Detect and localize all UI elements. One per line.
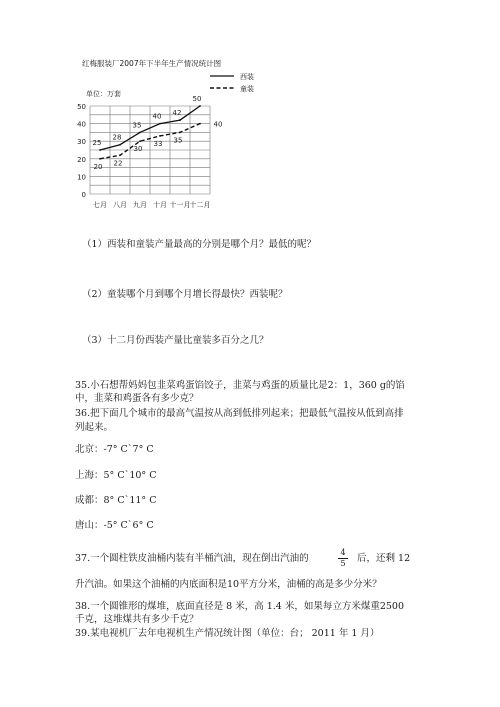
problem-38-line-1: 38.一个圆锥形的煤堆，底面直径是 8 米，高 1.4 米，如果每立方米煤重2500 xyxy=(75,601,405,612)
y-tick-label: 40 xyxy=(77,120,86,129)
problem-37-line-1a: 37.一个圆柱铁皮油桶内装有半桶汽油，现在倒出汽油的 xyxy=(75,553,309,564)
problem-39-line-1: 39.某电视机厂去年电视机生产情况统计图（单位：台； 2011 年 1 月） xyxy=(75,628,380,639)
data-point xyxy=(179,119,181,121)
data-label: 25 xyxy=(92,139,102,147)
x-tick-label: 十月 xyxy=(153,201,167,209)
y-tick-label: 30 xyxy=(77,138,86,147)
x-tick-label: 十一月 xyxy=(169,201,191,209)
y-tick-label: 0 xyxy=(81,191,86,199)
city-chengdu: 成都：8° C`11° C xyxy=(75,495,157,506)
problem-37-line-2: 升汽油。如果这个油桶的内底面积是10平方分米，油桶的高是多少分米？ xyxy=(75,579,382,590)
city-shanghai: 上海：5° C`10° C xyxy=(75,470,157,481)
legend-label-2: 童装 xyxy=(240,85,254,93)
data-point xyxy=(179,132,181,134)
legend-label-1: 西装 xyxy=(240,73,254,81)
data-label: 22 xyxy=(113,159,123,168)
problem-36-line-1: 36.把下面几个城市的最高气温按从高到低排列起来；把最低气温按从低到高排 xyxy=(75,408,404,419)
data-label: 35 xyxy=(132,121,142,130)
data-label: 42 xyxy=(172,109,182,118)
data-point xyxy=(199,123,201,125)
fraction-numerator: 4 xyxy=(340,548,346,557)
x-tick-label: 十二月 xyxy=(189,201,211,209)
x-tick-label: 八月 xyxy=(113,201,127,209)
question-3: （3）十二月份西装产量比童装多百分之几？ xyxy=(82,335,269,346)
chart-title: 红梅服装厂2007年下半年生产情况统计图 xyxy=(82,59,222,68)
data-label: 33 xyxy=(153,139,163,148)
y-tick-label: 20 xyxy=(77,155,86,164)
city-tangshan: 唐山：-5° C`6° C xyxy=(75,520,154,531)
data-label: 20 xyxy=(93,162,103,171)
problem-35-line-1: 35.小石想帮妈妈包韭菜鸡蛋馅饺子，韭菜与鸡蛋的质量比是2：1，360 g的馅 xyxy=(75,380,405,391)
fraction-denominator: 5 xyxy=(340,559,346,568)
data-point xyxy=(119,154,121,156)
unit-label: 单位：万套 xyxy=(86,90,121,98)
problem-35-line-2: 中，韭菜和鸡蛋各有多少克？ xyxy=(75,393,199,404)
question-2: （2）童装哪个月到哪个月增长得最快？西装呢？ xyxy=(82,289,288,300)
data-label: 30 xyxy=(133,145,143,154)
problem-38-line-2: 千克，这堆煤共有多少千克？ xyxy=(75,614,199,625)
question-1: （1）西装和童装产量最高的分别是哪个月？最低的呢？ xyxy=(82,239,317,250)
data-point xyxy=(159,135,161,137)
problem-37-line-1b: 后，还剩 12 xyxy=(357,553,411,564)
chart-svg xyxy=(62,58,262,218)
line-chart xyxy=(62,58,262,218)
data-label: 40 xyxy=(213,120,223,129)
y-tick-label: 50 xyxy=(77,103,86,111)
data-point xyxy=(139,140,141,142)
problem-36-line-2: 列起来。 xyxy=(75,422,114,433)
data-point xyxy=(199,105,201,107)
data-label: 50 xyxy=(192,95,202,103)
data-label: 35 xyxy=(173,136,183,145)
data-label: 40 xyxy=(152,112,162,121)
y-tick-label: 10 xyxy=(77,173,86,182)
data-point xyxy=(99,158,101,160)
data-point xyxy=(119,144,121,146)
data-point xyxy=(99,149,101,151)
x-tick-label: 七月 xyxy=(93,201,107,209)
fraction-4-5 xyxy=(337,548,349,569)
x-tick-label: 九月 xyxy=(133,201,147,209)
data-point xyxy=(139,132,141,134)
data-label: 28 xyxy=(112,133,122,142)
data-point xyxy=(159,123,161,125)
city-beijing: 北京：-7° C`7° C xyxy=(75,444,154,455)
